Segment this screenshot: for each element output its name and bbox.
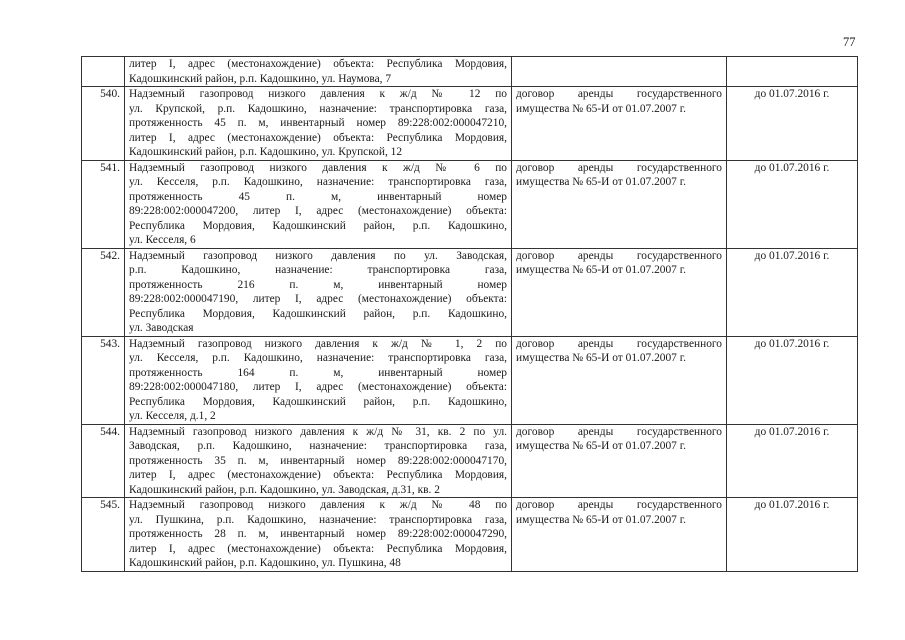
- object-description: Надземный газопровод низкого давления по ул. Заводская, р.п. Кадошкино, назначение: транспортировка газа, протяженность 216 п. м, инвентарный номер 89:228:002:000047190, литер I, адрес (местонахождение) объекта: Республика Мордовия, Кадошкинский район, р.п. Кадошкино, ул. Заводская: [125, 248, 512, 336]
- table-row: [82, 498, 858, 572]
- table-row: [82, 248, 858, 336]
- lease-term: до 01.07.2016 г.: [727, 498, 858, 572]
- lease-term: до 01.07.2016 г.: [727, 248, 858, 336]
- table-row: [82, 336, 858, 424]
- row-number: 544.: [82, 424, 125, 498]
- contract-basis: [512, 57, 727, 87]
- contract-basis: договор аренды государственного имущества № 65-И от 01.07.2007 г.: [512, 160, 727, 248]
- page-number: 77: [843, 35, 856, 49]
- row-number: 545.: [82, 498, 125, 572]
- contract-basis: договор аренды государственного имущества № 65-И от 01.07.2007 г.: [512, 336, 727, 424]
- contract-basis: договор аренды государственного имущества № 65-И от 01.07.2007 г.: [512, 248, 727, 336]
- object-description: Надземный газопровод низкого давления к ж/д № 1, 2 по ул. Кесселя, р.п. Кадошкино, назначение: транспортировка газа, протяженность 164 п. м, инвентарный номер 89:228:002:000047180, литер I, адрес (местонахождение) объекта: Республика Мордовия, Кадошкинский район, р.п. Кадошкино, ул. Кесселя, д.1, 2: [125, 336, 512, 424]
- contract-basis: договор аренды государственного имущества № 65-И от 01.07.2007 г.: [512, 87, 727, 161]
- property-registry-table: [81, 56, 858, 572]
- row-number: [82, 57, 125, 87]
- row-number: 541.: [82, 160, 125, 248]
- row-number: 543.: [82, 336, 125, 424]
- object-description: Надземный газопровод низкого давления к ж/д № 31, кв. 2 по ул. Заводская, р.п. Кадошкино, назначение: транспортировка газа, протяженность 35 п. м, инвентарный номер 89:228:002:000047170, литер I, адрес (местонахождение) объекта: Республика Мордовия, Кадошкинский район, р.п. Кадошкино, ул. Заводская, д.31, кв. 2: [125, 424, 512, 498]
- row-number: 540.: [82, 87, 125, 161]
- object-description: Надземный газопровод низкого давления к ж/д № 6 по ул. Кесселя, р.п. Кадошкино, назначение: транспортировка газа, протяженность 45 п. м, инвентарный номер 89:228:002:000047200, литер I, адрес (местонахождение) объекта: Республика Мордовия, Кадошкинский район, р.п. Кадошкино, ул. Кесселя, 6: [125, 160, 512, 248]
- table-row: [82, 424, 858, 498]
- lease-term: до 01.07.2016 г.: [727, 424, 858, 498]
- object-description: Надземный газопровод низкого давления к ж/д № 12 по ул. Крупской, р.п. Кадошкино, назначение: транспортировка газа, протяженность 45 п. м, инвентарный номер 89:228:002:000047210, литер I, адрес (местонахождение) объекта: Республика Мордовия, Кадошкинский район, р.п. Кадошкино, ул. Крупской, 12: [125, 87, 512, 161]
- object-description: литер I, адрес (местонахождение) объекта: Республика Мордовия, Кадошкинский район, р.п. Кадошкино, ул. Наумова, 7: [125, 57, 512, 87]
- lease-term: до 01.07.2016 г.: [727, 336, 858, 424]
- row-number: 542.: [82, 248, 125, 336]
- table-row: [82, 57, 858, 87]
- lease-term: [727, 57, 858, 87]
- lease-term: до 01.07.2016 г.: [727, 87, 858, 161]
- table-row: [82, 87, 858, 161]
- lease-term: до 01.07.2016 г.: [727, 160, 858, 248]
- table-row: [82, 160, 858, 248]
- object-description: Надземный газопровод низкого давления к ж/д № 48 по ул. Пушкина, р.п. Кадошкино, назначение: транспортировка газа, протяженность 28 п. м, инвентарный номер 89:228:002:000047290, литер I, адрес (местонахождение) объекта: Республика Мордовия, Кадошкинский район, р.п. Кадошкино, ул. Пушкина, 48: [125, 498, 512, 572]
- contract-basis: договор аренды государственного имущества № 65-И от 01.07.2007 г.: [512, 498, 727, 572]
- contract-basis: договор аренды государственного имущества № 65-И от 01.07.2007 г.: [512, 424, 727, 498]
